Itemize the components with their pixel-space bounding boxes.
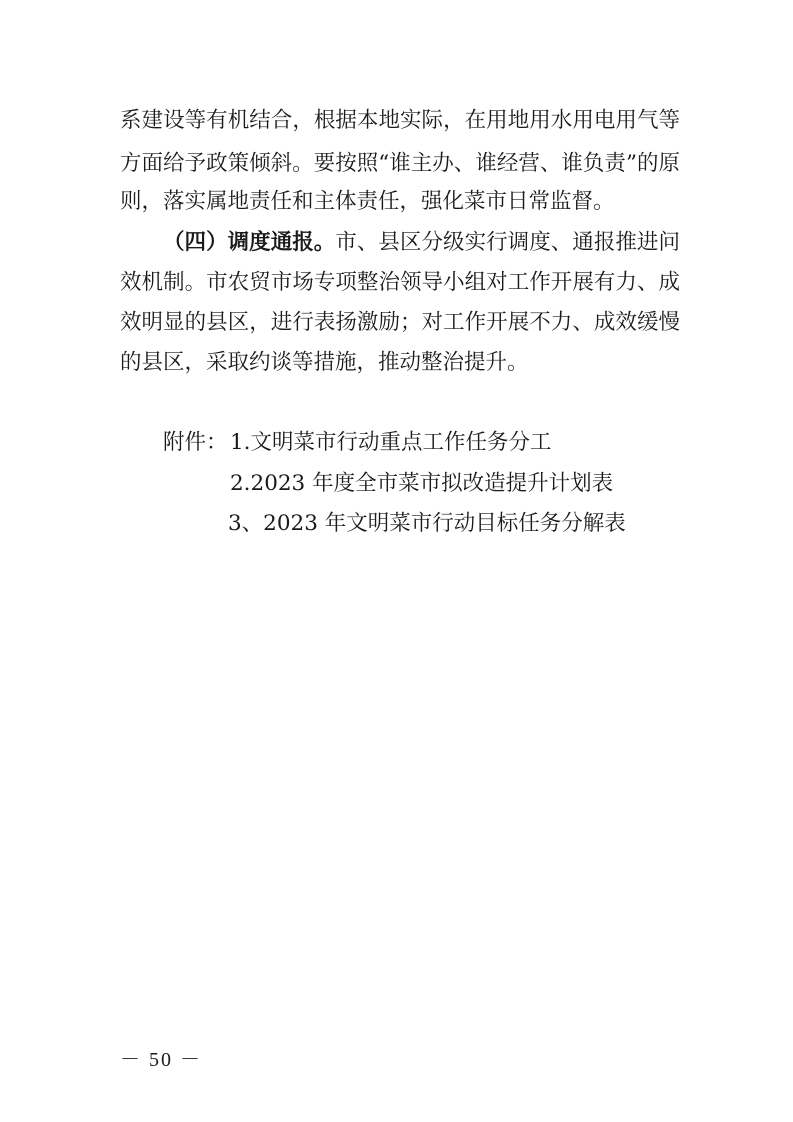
paragraph-line: 则，落实属地责任和主体责任，强化菜市日常监督。 xyxy=(120,189,615,214)
attachment-item: 1.文明菜市行动重点工作任务分工 xyxy=(230,430,552,455)
section-heading-text: 市、县区分级实行调度、通报推进问 xyxy=(335,230,680,255)
paragraph-line: 系建设等有机结合，根据本地实际，在用地用水用电用气等 xyxy=(120,108,680,133)
attachments-label: 附件： xyxy=(163,430,228,455)
paragraph-line: 效机制。市农贸市场专项整治领导小组对工作开展有力、成 xyxy=(120,270,680,295)
section-heading: （四）调度通报。 xyxy=(163,230,336,255)
attachment-item: 3、2023 年文明菜市行动目标任务分解表 xyxy=(228,511,626,536)
paragraph-line: 方面给予政策倾斜。要按照“谁主办、谁经营、谁负责”的原 xyxy=(120,151,680,176)
paragraph-line: 效明显的县区，进行表扬激励；对工作开展不力、成效缓慢 xyxy=(120,310,680,335)
paragraph-line: 的县区，采取约谈等措施，推动整治提升。 xyxy=(120,350,529,375)
attachment-item: 2.2023 年度全市菜市拟改造提升计划表 xyxy=(230,471,614,496)
page-number: － 50 － xyxy=(120,1049,202,1071)
section-heading-line xyxy=(163,232,680,254)
